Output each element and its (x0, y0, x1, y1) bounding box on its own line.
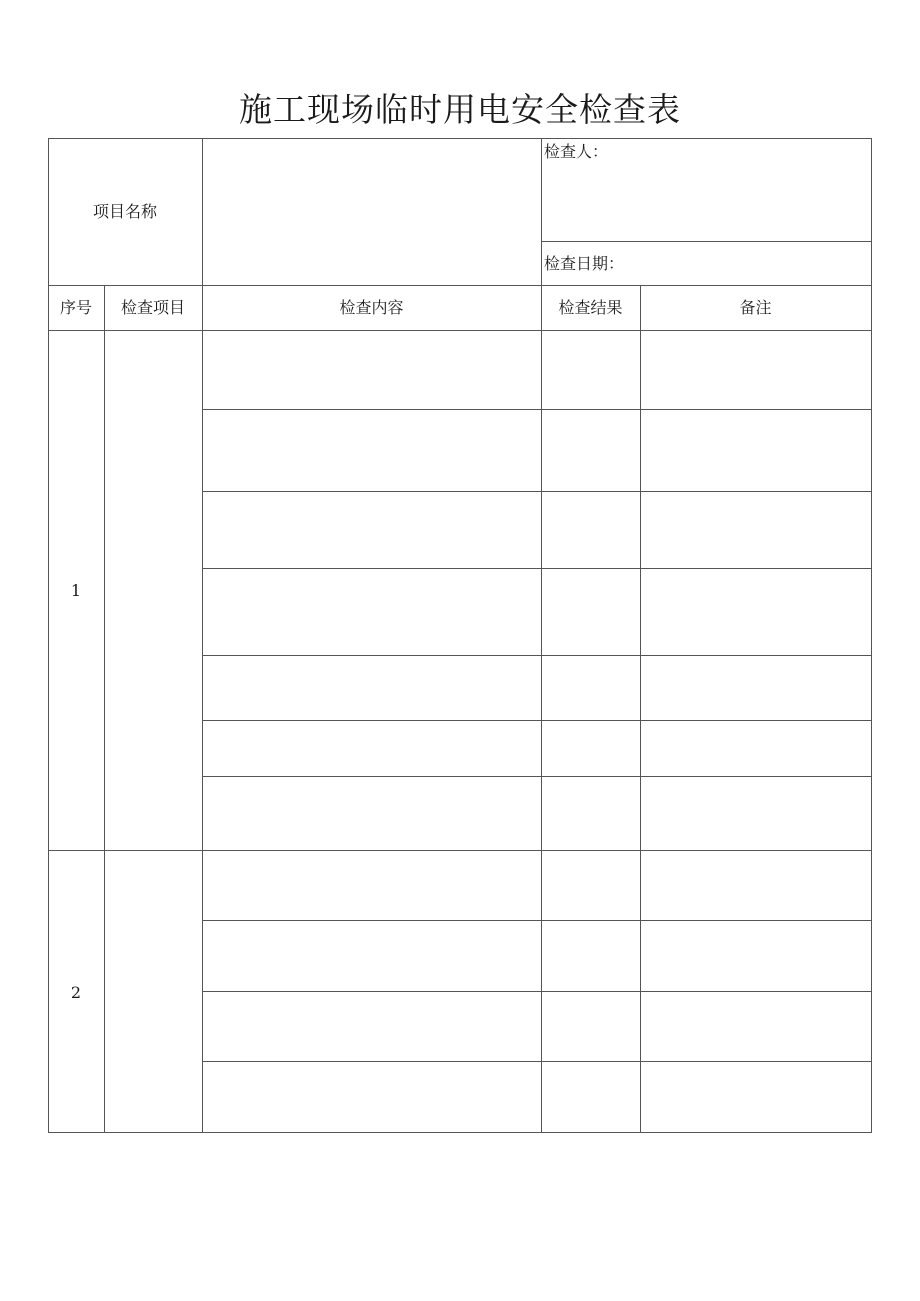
column-divider-3 (541, 285, 542, 1133)
inspector-label: 检查人： (544, 142, 609, 161)
header-divider-date (541, 241, 872, 242)
group-separator (48, 850, 872, 851)
document-title: 施工现场临时用电安全检查表 (239, 90, 681, 129)
row-line (202, 655, 872, 656)
row-line (202, 568, 872, 569)
column-header-check-result: 检查结果 (558, 298, 623, 317)
column-header-check-content: 检查内容 (339, 298, 404, 317)
table-border-bottom (48, 1132, 872, 1133)
table-border-right (871, 138, 872, 1133)
group-number-1: 1 (70, 581, 82, 600)
column-header-number: 序号 (59, 298, 92, 317)
column-divider-4 (640, 285, 641, 1133)
row-line (202, 720, 872, 721)
column-divider-2 (202, 285, 203, 1133)
row-line (202, 920, 872, 921)
row-line (202, 1061, 872, 1062)
column-header-remarks: 备注 (739, 298, 772, 317)
row-line (202, 776, 872, 777)
project-name-value[interactable] (203, 139, 541, 285)
project-name-label: 项目名称 (92, 202, 157, 221)
header-bottom-line (48, 285, 872, 286)
group-number-2: 2 (70, 983, 82, 1002)
column-divider-1 (104, 285, 105, 1133)
row-line (202, 991, 872, 992)
column-header-check-item: 检查项目 (120, 298, 185, 317)
header-divider-inspector (541, 138, 542, 285)
row-line (202, 491, 872, 492)
row-line (202, 409, 872, 410)
inspection-date-label: 检查日期： (544, 254, 625, 273)
column-header-bottom-line (48, 330, 872, 331)
